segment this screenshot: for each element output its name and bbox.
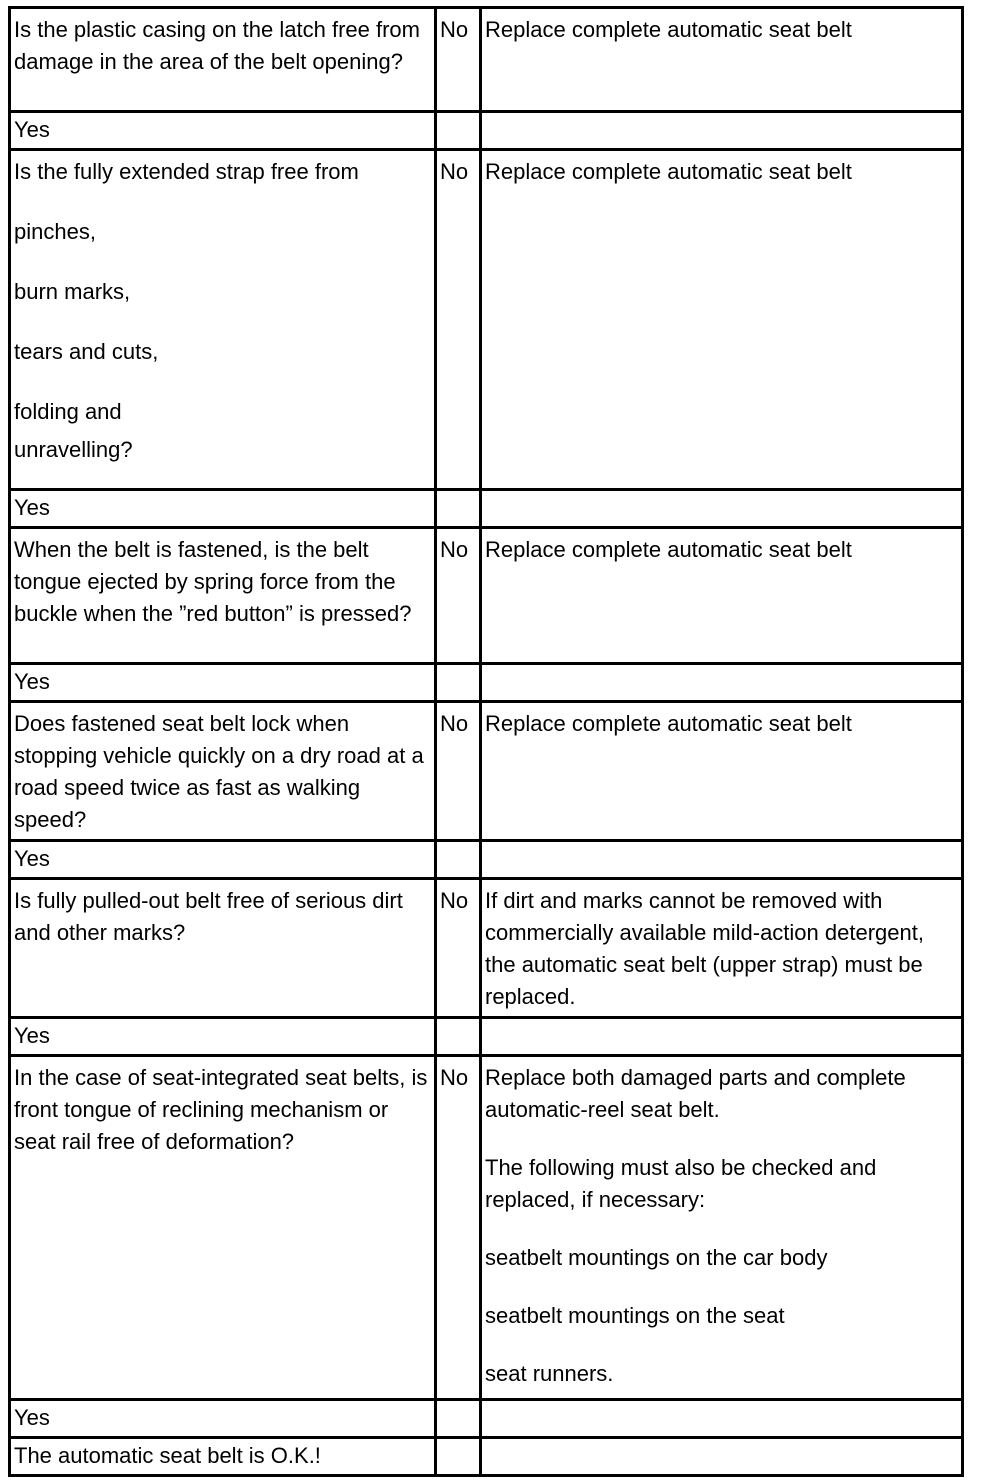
question-cell: Is fully pulled-out belt free of serious dirt and other marks? bbox=[10, 879, 436, 1018]
question-cell: When the belt is fastened, is the belt tongue ejected by spring force from the buckle when the ”red button” is pressed? bbox=[10, 528, 436, 664]
empty-cell bbox=[436, 841, 481, 879]
empty-cell bbox=[436, 112, 481, 150]
question-row bbox=[10, 1056, 963, 1400]
yes-row bbox=[10, 1400, 963, 1438]
question-cell: In the case of seat-integrated seat belts, is front tongue of reclining mechanism or seat rail free of deformation? bbox=[10, 1056, 436, 1400]
question-row bbox=[10, 702, 963, 841]
empty-cell bbox=[481, 1400, 963, 1438]
no-cell: No bbox=[436, 150, 481, 490]
yes-cell: Yes bbox=[10, 112, 436, 150]
empty-cell bbox=[436, 490, 481, 528]
question-row bbox=[10, 528, 963, 664]
yes-cell: Yes bbox=[10, 1018, 436, 1056]
yes-row bbox=[10, 112, 963, 150]
no-cell: No bbox=[436, 879, 481, 1018]
action-cell bbox=[481, 1056, 963, 1400]
action-line: seatbelt mountings on the car body bbox=[485, 1245, 828, 1270]
yes-row bbox=[10, 664, 963, 702]
question-line: burn marks, bbox=[14, 279, 131, 304]
action-line: seatbelt mountings on the seat bbox=[485, 1303, 785, 1328]
question-line: pinches, bbox=[14, 219, 96, 244]
action-line: The following must also be checked and replaced, if necessary: bbox=[485, 1155, 877, 1212]
action-line: Replace both damaged parts and complete automatic-reel seat belt. bbox=[485, 1065, 906, 1122]
no-cell: No bbox=[436, 1056, 481, 1400]
empty-cell bbox=[481, 1018, 963, 1056]
yes-cell: Yes bbox=[10, 841, 436, 879]
action-cell: Replace complete automatic seat belt bbox=[481, 702, 963, 841]
empty-cell bbox=[481, 664, 963, 702]
no-cell: No bbox=[436, 702, 481, 841]
no-cell: No bbox=[436, 8, 481, 112]
action-cell: Replace complete automatic seat belt bbox=[481, 528, 963, 664]
empty-cell bbox=[436, 1438, 481, 1476]
empty-cell bbox=[481, 112, 963, 150]
yes-row bbox=[10, 841, 963, 879]
action-line: seat runners. bbox=[485, 1361, 614, 1386]
inspection-table bbox=[8, 6, 964, 1477]
empty-cell bbox=[481, 490, 963, 528]
yes-row bbox=[10, 490, 963, 528]
empty-cell bbox=[436, 1018, 481, 1056]
action-cell: Replace complete automatic seat belt bbox=[481, 8, 963, 112]
question-cell bbox=[10, 150, 436, 490]
yes-row bbox=[10, 1018, 963, 1056]
question-cell: Does fastened seat belt lock when stopping vehicle quickly on a dry road at a road speed twice as fast as walking speed? bbox=[10, 702, 436, 841]
no-cell: No bbox=[436, 528, 481, 664]
yes-cell: Yes bbox=[10, 1400, 436, 1438]
question-line: Is the fully extended strap free from bbox=[14, 159, 359, 184]
yes-cell: Yes bbox=[10, 490, 436, 528]
empty-cell bbox=[436, 1400, 481, 1438]
result-cell: The automatic seat belt is O.K.! bbox=[10, 1438, 436, 1476]
yes-cell: Yes bbox=[10, 664, 436, 702]
result-row bbox=[10, 1438, 963, 1476]
question-row bbox=[10, 879, 963, 1018]
empty-cell bbox=[481, 1438, 963, 1476]
action-cell: If dirt and marks cannot be removed with commercially available mild-action detergent, the automatic seat belt (upper strap) must be replaced. bbox=[481, 879, 963, 1018]
question-row bbox=[10, 8, 963, 112]
question-line: folding and bbox=[14, 399, 122, 424]
question-cell: Is the plastic casing on the latch free from damage in the area of the belt opening? bbox=[10, 8, 436, 112]
empty-cell bbox=[481, 841, 963, 879]
question-row bbox=[10, 150, 963, 490]
action-cell: Replace complete automatic seat belt bbox=[481, 150, 963, 490]
question-line: unravelling? bbox=[14, 437, 133, 462]
question-line: tears and cuts, bbox=[14, 339, 159, 364]
empty-cell bbox=[436, 664, 481, 702]
